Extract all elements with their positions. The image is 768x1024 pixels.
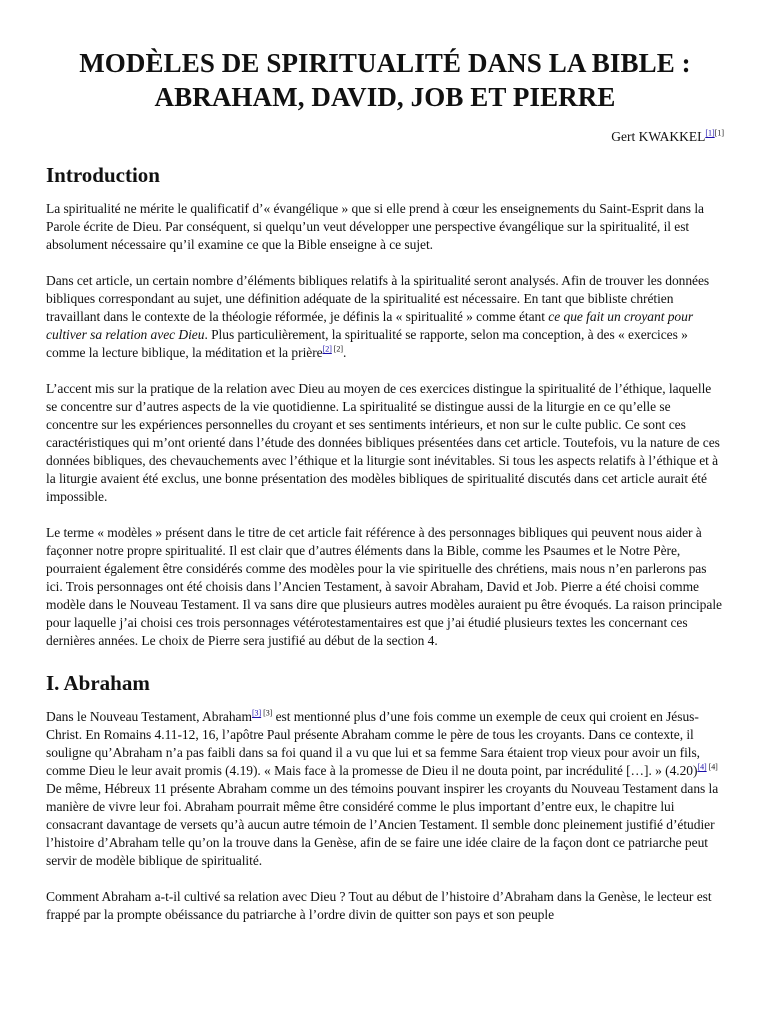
footnote-link-4[interactable]: [4] [697,762,707,772]
definition-emphasis: ce que fait un croyant pour cultiver sa relation avec Dieu [46,309,694,342]
title-line-1: MODÈLES DE SPIRITUALITÉ DANS LA BIBLE : [79,48,691,78]
author-line [46,128,724,146]
paragraph-text: De même, Hébreux 11 présente Abraham comme un des témoins pouvant inspirer les croyants du Nouveau Testament dans la manière de vivre leur foi. Abraham pourrait même être considéré comme le plus important d’entre eux, le chapitre lui consacrant davantage de versets qu’à aucun autre témoin de l’Ancien Testament. Il semble donc pleinement justifié d’étudier l’histoire d’Abraham telle qu’on la trouve dans la Genèse, afin de se faire une idée claire de la façon dont ce patriarche peut servir de modèle biblique de spiritualité. [46,781,719,868]
footnote-ref-4: [4] [706,762,718,772]
footnote-ref-3: [3] [261,708,273,718]
paragraph [46,708,724,870]
footnote-ref-1: [1] [714,128,724,138]
document-title [46,0,724,114]
paragraph [46,272,724,362]
footnote-ref-2: [2] [331,344,343,354]
paragraph-text: Dans le Nouveau Testament, Abraham [46,709,252,724]
paragraph-text: Dans cet article, un certain nombre d’éléments bibliques relatifs à la spiritualité seront analysés. Afin de trouver les données bibliques correspondant au sujet, une définition adéquate de la spiritualité est nécessaire. En tant que bibliste chrétien travaillant dans le contexte de la théologie réformée, je définis la « spiritualité » comme étant [46,273,710,324]
paragraph-text: . [342,345,347,360]
heading-abraham: I. Abraham [46,671,150,695]
title-line-2: ABRAHAM, DAVID, JOB ET PIERRE [154,82,616,112]
paragraph: Comment Abraham a-t-il cultivé sa relation avec Dieu ? Tout au début de l’histoire d’Abraham dans la Genèse, le lecteur est frappé par la prompte obéissance du patriarche à l’ordre divin de quitter son pays et son peuple [46,889,712,922]
footnote-link-2[interactable]: [2] [322,344,332,354]
footnote-link-1[interactable]: [1] [705,128,715,138]
author-name: Gert KWAKKEL [611,129,706,144]
paragraph: L’accent mis sur la pratique de la relation avec Dieu au moyen de ces exercices distingue la spiritualité de l’éthique, laquelle se concentre sur d’autres aspects de la vie quotidienne. La spiritualité se distingue aussi de la liturgie en ce qu’elle se concentre sur les expériences personnelles du croyant et ses sentiments intérieurs, et non sur le culte public. Ce sont ces caractéristiques qui m’ont orienté dans l’étude des données bibliques présentées dans cet article. Toutefois, vu la nature de ces données bibliques, des chevauchements avec l’éthique et la liturgie sont inévitables. Si tous les aspects relatifs à l’éthique et à la liturgie avaient été exclus, une bonne présentation des modèles bibliques de spiritualité discutés dans cet article aurait été impossible. [46,381,720,504]
paragraph: La spiritualité ne mérite le qualificatif d’« évangélique » que si elle prend à cœur les enseignements du Saint-Esprit dans la Parole écrite de Dieu. Par conséquent, si quelqu’un veut développer une perspective évangélique sur la spiritualité, il est absolument nécessaire qu’il examine ce que la Bible enseigne à ce sujet. [46,201,704,252]
paragraph-text: . Plus particulièrement, la spiritualité se rapporte, selon ma conception, à des « exercices » comme la lecture biblique, la méditation et la prière [46,327,688,360]
heading-introduction: Introduction [46,163,160,187]
paragraph-text: est mentionné plus d’une fois comme un exemple de ceux qui croient en Jésus-Christ. En Romains 4.11-12, 16, l’apôtre Paul présente Abraham comme le père de tous les croyants. Dans ce contexte, il souligne qu’Abraham n’a pas faibli dans sa foi quand il a vu que lui et sa femme Sara étaient trop vieux pour avoir un fils, comme Dieu le leur avait promis (4.19). « Mais face à la promesse de Dieu il ne douta point, par incrédulité […]. » (4.20) [46,709,700,778]
paragraph: Le terme « modèles » présent dans le titre de cet article fait référence à des personnages bibliques qui peuvent nous aider à façonner notre propre spiritualité. Il est clair que d’autres éléments dans la Bible, comme les Psaumes et le Notre Père, pourraient également être considérés comme des modèles pour la vie spirituelle des chrétiens, mais nous n’en parlerons pas ici. Trois personnages ont été choisis dans l’Ancien Testament, à savoir Abraham, David et Job. Pierre a été choisi comme modèle dans le Nouveau Testament. Il va sans dire que plusieurs autres modèles auraient pu être évoqués. La raison principale pour laquelle j’ai choisi ces trois personnages vétérotestamentaires est que j’ai étudié plusieurs textes les concernant ces dernières années. Le choix de Pierre sera justifié au début de la section 4. [46,525,722,648]
footnote-link-3[interactable]: [3] [251,708,262,718]
